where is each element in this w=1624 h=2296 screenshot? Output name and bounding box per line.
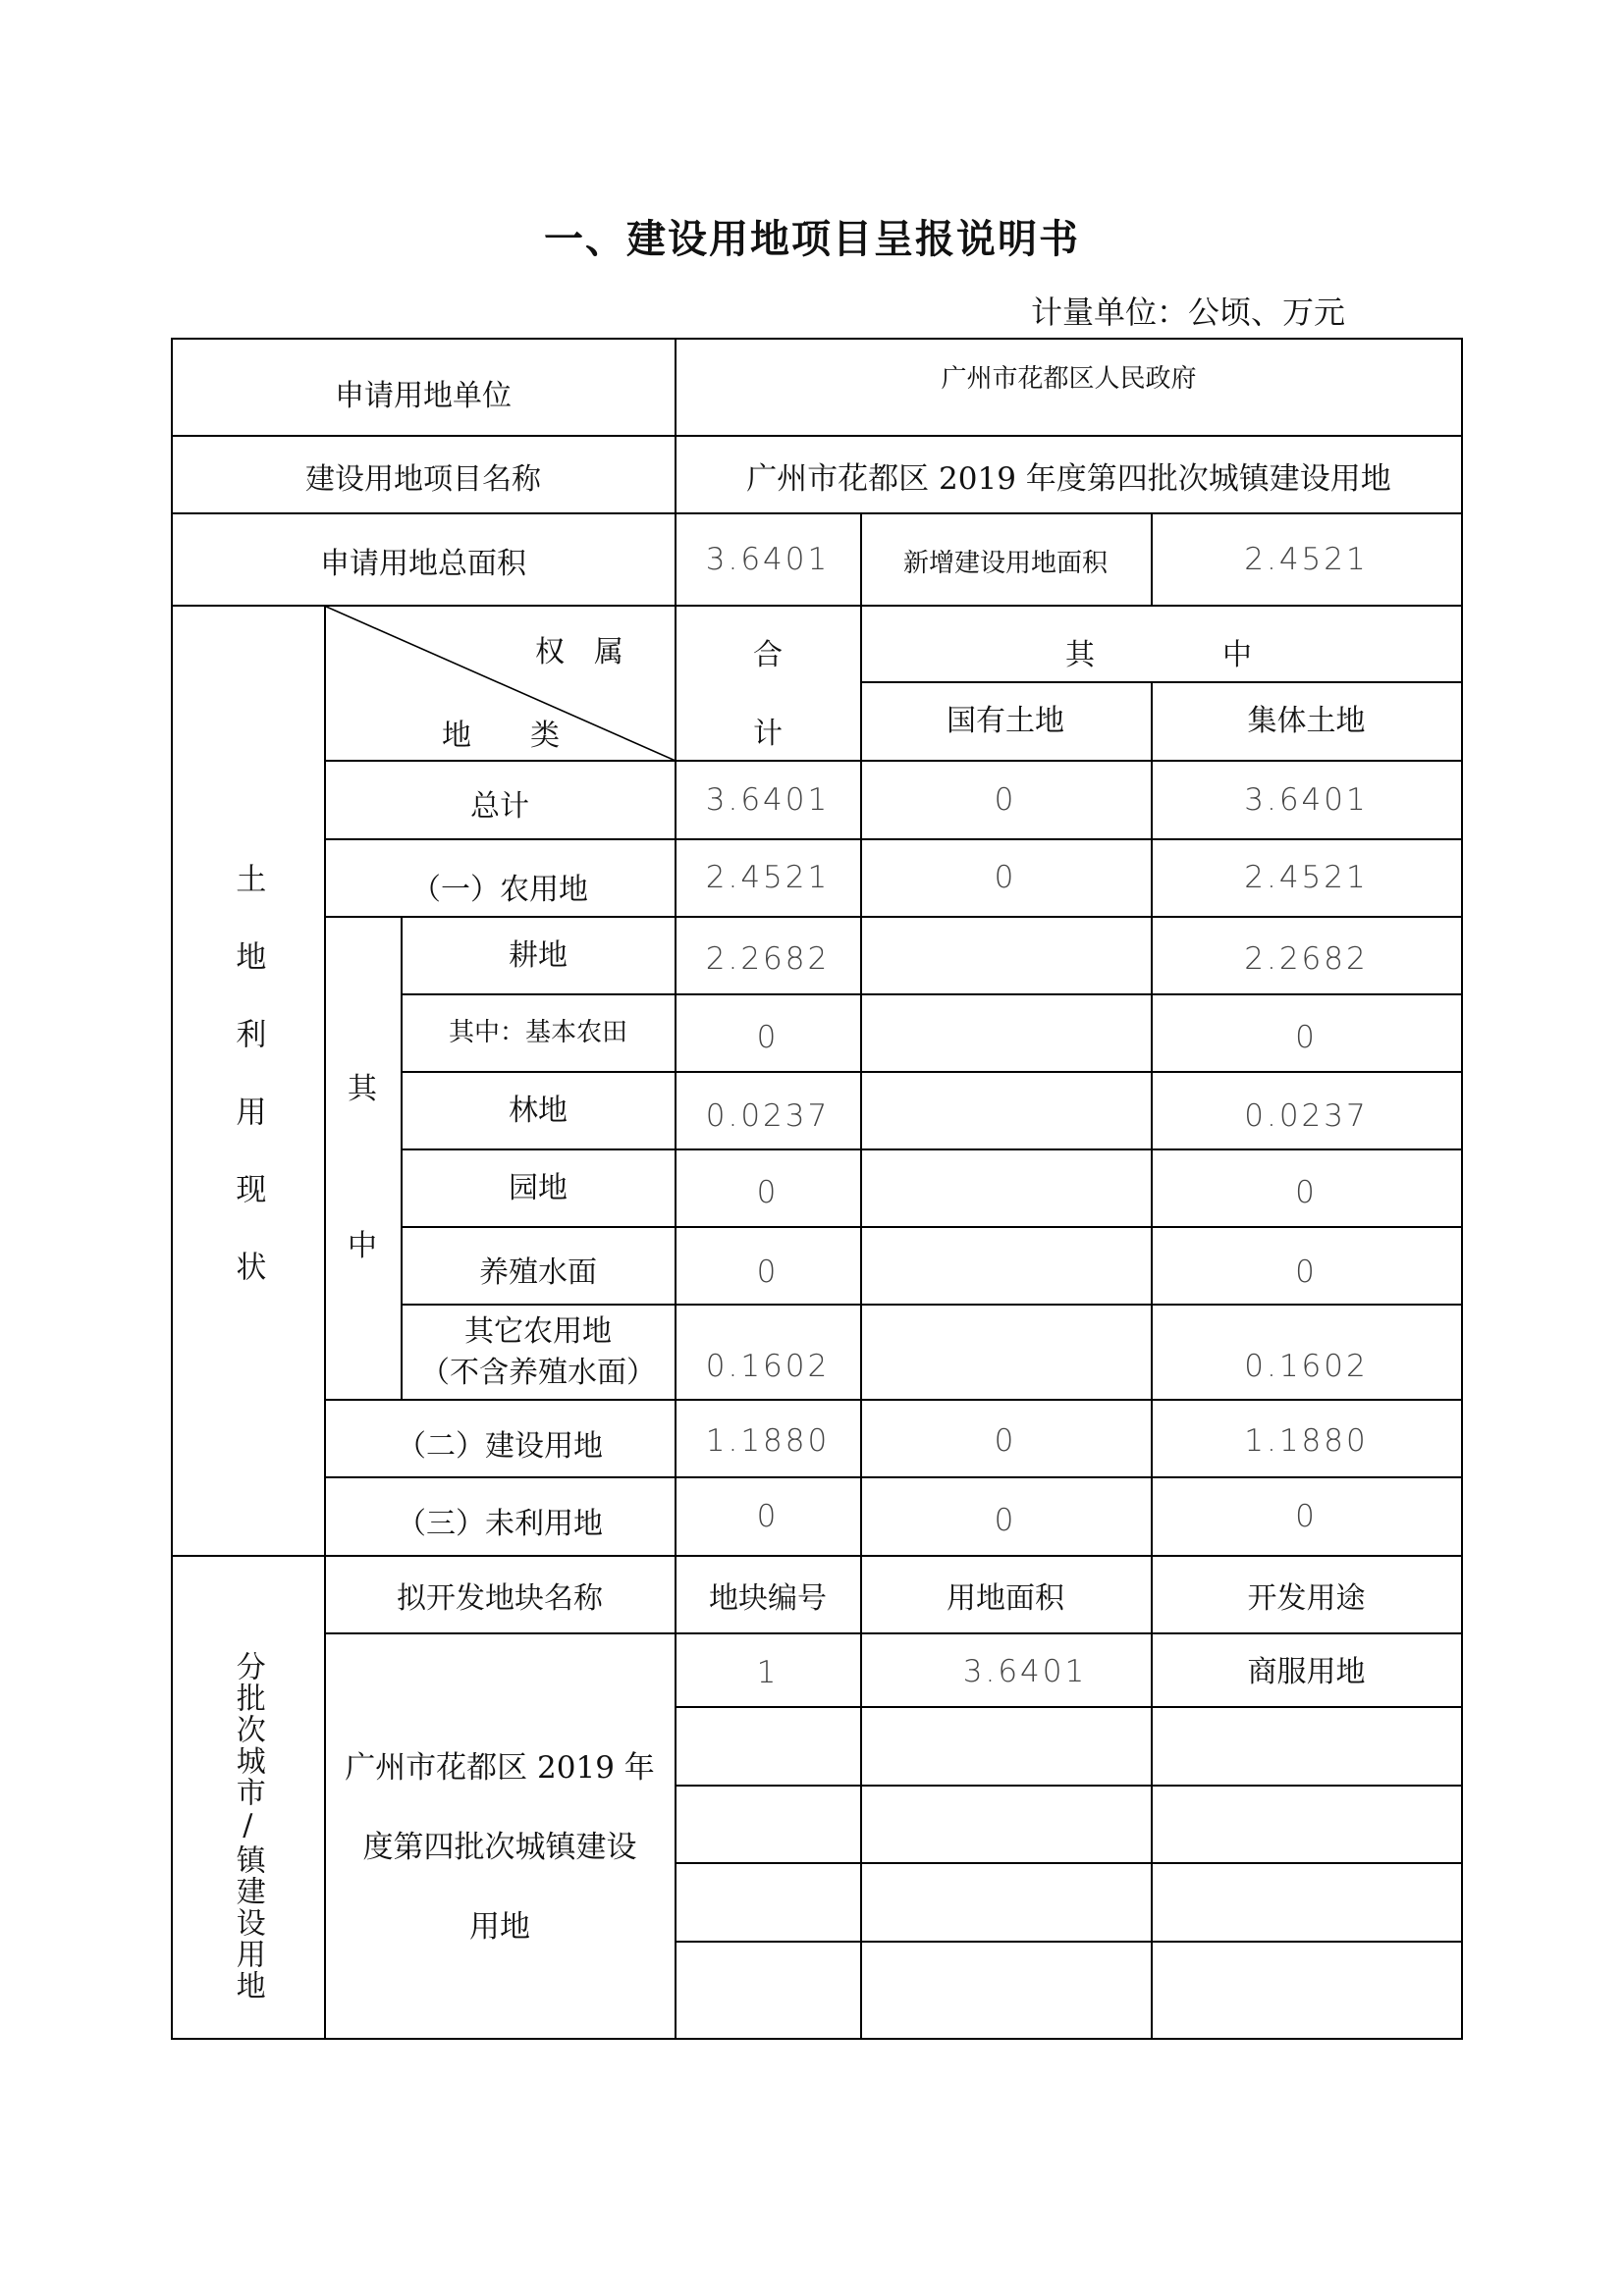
applicant-value: 广州市花都区人民政府 [941, 364, 1197, 395]
cell-state: 0 [994, 1502, 1017, 1538]
cell-collective: 0 [1295, 1255, 1318, 1291]
cell-collective: 3.6401 [1244, 781, 1369, 818]
header-block-name: 拟开发地块名称 [397, 1580, 603, 1616]
cell-state: 0 [994, 860, 1017, 896]
measurement-units: 计量单位：公顷、万元 [1031, 294, 1346, 331]
cell-collective: 2.4521 [1244, 860, 1369, 896]
cell-collective: 0 [1295, 1498, 1318, 1534]
project-name-label: 建设用地项目名称 [305, 461, 541, 497]
cell-collective: 2.2682 [1244, 941, 1369, 978]
cell-total: 2.2682 [705, 941, 831, 978]
page-title: 一、建设用地项目呈报说明书 [544, 217, 1080, 262]
land-use-section-label: 土地利用现状 [230, 863, 266, 1328]
cell-state [860, 994, 1151, 1072]
header-block-use: 开发用途 [1247, 1580, 1366, 1616]
row-label-total: 总计 [470, 789, 529, 825]
cell-total: 0 [756, 1498, 780, 1534]
of-which-header-2: 中 [1222, 637, 1252, 672]
total-col-header-2: 计 [753, 716, 783, 751]
row-label-other-agri-line2: （不含养殖水面） [420, 1356, 656, 1391]
cell-collective: 0 [1295, 1175, 1318, 1211]
block-name-line1: 广州市花都区 2019 年 [345, 1749, 655, 1786]
block-area: 3.6401 [962, 1654, 1088, 1690]
cell-state [860, 1227, 1151, 1305]
cell-state: 0 [994, 1423, 1017, 1460]
cell-state [860, 1149, 1151, 1227]
row-label-other-agri-line1: 其它农用地 [464, 1314, 612, 1350]
cell-total: 0.0237 [705, 1098, 831, 1135]
block-name-line2: 度第四批次城镇建设 [362, 1829, 637, 1865]
state-owned-header: 国有土地 [947, 704, 1064, 739]
cell-collective: 0.0237 [1244, 1098, 1369, 1135]
cell-collective: 0 [1295, 1020, 1318, 1056]
cell-total: 0.1602 [705, 1349, 831, 1385]
total-area-label: 申请用地总面积 [320, 547, 526, 582]
divider [676, 1862, 1463, 1864]
row-label-basic-farmland: 其中：基本农田 [448, 1018, 627, 1048]
row-label-agricultural: （一）农用地 [411, 872, 588, 907]
cell-total: 0 [756, 1255, 780, 1291]
total-area-value: 3.6401 [705, 541, 831, 577]
header-block-no: 地块编号 [709, 1580, 827, 1616]
project-name-value: 广州市花都区 2019 年度第四批次城镇建设用地 [746, 461, 1391, 498]
header-block-area: 用地面积 [947, 1580, 1064, 1616]
batch-section-label: 分批次城市/镇建设用地 [230, 1650, 265, 2002]
row-label-unused: （三）未利用地 [397, 1507, 603, 1542]
row-label-forest: 林地 [509, 1093, 568, 1128]
subgroup-label-1: 其 [348, 1072, 377, 1107]
cell-total: 2.4521 [705, 860, 831, 896]
row-label-construction: （二）建设用地 [397, 1428, 603, 1464]
block-no: 1 [756, 1655, 780, 1691]
new-area-label: 新增建设用地面积 [902, 548, 1108, 578]
cell-state [860, 1305, 1151, 1400]
cell-total: 0 [756, 1175, 780, 1211]
land-type-header: 地 类 [442, 719, 560, 754]
cell-collective: 0.1602 [1244, 1349, 1369, 1385]
row-label-garden: 园地 [509, 1170, 568, 1205]
table-border-bottom [171, 2038, 1463, 2040]
cell-state: 0 [994, 781, 1017, 818]
block-use: 商服用地 [1247, 1654, 1366, 1689]
row-label-aquaculture: 养殖水面 [479, 1255, 597, 1290]
applicant-label: 申请用地单位 [335, 378, 512, 413]
divider [676, 1785, 1463, 1787]
cell-total: 3.6401 [705, 781, 831, 818]
block-name-line3: 用地 [469, 1908, 530, 1945]
cell-state [860, 917, 1151, 994]
of-which-header-1: 其 [1065, 637, 1095, 672]
cell-total: 0 [756, 1020, 780, 1056]
total-col-header-1: 合 [753, 637, 783, 672]
cell-state [860, 1072, 1151, 1149]
row-label-cultivated: 耕地 [509, 937, 568, 973]
ownership-header: 权 属 [535, 635, 623, 670]
collective-header: 集体土地 [1247, 704, 1366, 739]
cell-collective: 1.1880 [1244, 1423, 1369, 1460]
divider [676, 1941, 1463, 1943]
subgroup-label-2: 中 [348, 1229, 377, 1264]
new-area-value: 2.4521 [1244, 541, 1369, 577]
cell-total: 1.1880 [705, 1423, 831, 1460]
